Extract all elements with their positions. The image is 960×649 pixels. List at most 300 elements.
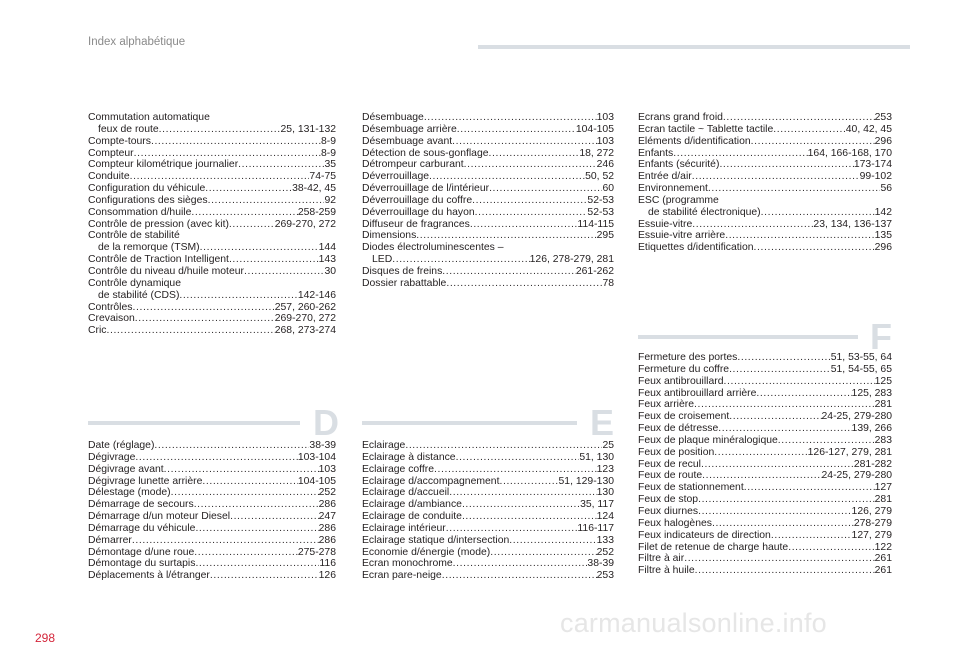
index-entry-pages: 253 xyxy=(874,112,892,123)
index-entry-label: Démarrage de secours xyxy=(88,499,194,511)
index-entry-label: Fermeture du coffre xyxy=(638,363,730,375)
leader-dots xyxy=(729,411,821,423)
index-entry-label: Economie d/énergie (mode) xyxy=(362,546,491,558)
index-entry xyxy=(638,242,892,254)
index-entry-pages: 126 xyxy=(318,570,336,582)
index-entry-pages: 60 xyxy=(602,183,614,195)
index-entry xyxy=(638,159,892,171)
leader-dots xyxy=(135,313,275,325)
index-entry xyxy=(362,266,614,278)
index-entry xyxy=(638,565,892,577)
leader-dots xyxy=(490,547,596,559)
index-entry-pages: 296 xyxy=(874,135,892,147)
index-entry xyxy=(638,219,892,231)
leader-dots xyxy=(442,266,576,278)
leader-dots xyxy=(238,159,324,171)
index-entry xyxy=(88,124,336,136)
leader-dots xyxy=(701,459,854,471)
leader-dots xyxy=(200,242,319,254)
index-entry-pages: 103 xyxy=(318,463,336,475)
index-entry-label: Désembuage avant xyxy=(362,135,453,147)
index-entry-label: Dégivrage avant xyxy=(88,463,164,475)
page-header-title: Index alphabétique xyxy=(88,36,186,48)
leader-dots xyxy=(698,506,851,518)
index-entry-pages: 124 xyxy=(596,511,614,523)
index-entry-label: Contrôle de stabilité xyxy=(88,230,180,242)
index-entry-pages: 286 xyxy=(318,522,336,534)
index-entry-label: Crevaison xyxy=(88,313,135,325)
leader-dots xyxy=(392,254,529,266)
index-entry xyxy=(638,230,892,242)
leader-dots xyxy=(159,124,281,136)
index-entry-label: Contrôle de Traction Intelligent xyxy=(88,254,229,266)
index-entry-label: Ecran monochrome xyxy=(362,558,453,570)
index-entry xyxy=(362,464,614,476)
leader-dots xyxy=(509,535,596,547)
index-entry-pages: 252 xyxy=(318,487,336,499)
header-divider xyxy=(478,45,910,49)
index-entry xyxy=(362,547,614,559)
index-entry xyxy=(362,523,614,535)
index-entry-pages: 104-105 xyxy=(297,475,336,487)
index-entry-label: Eclairage coffre xyxy=(362,463,435,475)
index-entry-pages: 261-262 xyxy=(575,265,614,277)
index-entry-pages: 103 xyxy=(596,135,614,147)
index-entry-pages: 125, 283 xyxy=(851,387,892,399)
leader-dots xyxy=(164,464,319,476)
index-entry-pages: 92 xyxy=(324,194,336,206)
index-entry-pages: 38-42, 45 xyxy=(292,183,336,195)
index-entry-label: Déverrouillage de l/intérieur xyxy=(362,183,490,195)
index-entry-pages: 56 xyxy=(880,183,892,195)
index-column-c xyxy=(88,112,336,337)
index-entry xyxy=(88,159,336,171)
index-entry-pages: 173-174 xyxy=(853,159,892,171)
leader-dots xyxy=(452,136,597,148)
leader-dots xyxy=(457,124,576,136)
index-entry xyxy=(638,207,892,219)
index-entry-label: Enfants xyxy=(638,147,674,159)
index-entry xyxy=(362,511,614,523)
index-entry-label: Eclairage d/ambiance xyxy=(362,499,462,511)
leader-dots xyxy=(195,523,318,535)
leader-dots xyxy=(151,136,321,148)
index-entry-pages: 142 xyxy=(874,206,892,218)
index-entry-label: Feux diurnes xyxy=(638,505,699,517)
index-entry-label: Eclairage à distance xyxy=(362,451,456,463)
index-entry xyxy=(88,558,336,570)
index-entry-label: Enfants (sécurité) xyxy=(638,159,720,171)
index-entry-pages: 50, 52 xyxy=(585,171,614,183)
leader-dots xyxy=(718,423,851,435)
index-entry-label: Feux de détresse xyxy=(638,423,719,435)
leader-dots xyxy=(210,570,319,582)
leader-dots xyxy=(694,399,875,411)
index-entry-pages: 281-282 xyxy=(853,458,892,470)
leader-dots xyxy=(179,290,297,302)
leader-dots xyxy=(191,207,297,219)
index-entry xyxy=(638,148,892,160)
index-entry xyxy=(638,423,892,435)
index-entry-label: Eléments d/identification xyxy=(638,135,751,147)
index-entry-label: Délestage (mode) xyxy=(88,487,171,499)
index-entry xyxy=(88,523,336,535)
leader-dots xyxy=(719,159,853,171)
index-entry xyxy=(88,487,336,499)
index-entry-label: Démontage d/une roue xyxy=(88,546,195,558)
index-entry-label: Feux indicateurs de direction xyxy=(638,529,771,541)
index-entry xyxy=(638,518,892,530)
index-entry-pages: 35 xyxy=(324,159,336,171)
index-entry-label: Feux de position xyxy=(638,446,715,458)
index-entry xyxy=(88,535,336,547)
leader-dots xyxy=(205,183,292,195)
leader-dots xyxy=(202,476,298,488)
index-entry-pages: 126-127, 279, 281 xyxy=(807,446,892,458)
index-entry-label: Contrôle dynamique xyxy=(88,277,181,289)
leader-dots xyxy=(475,207,588,219)
index-entry-pages: 143 xyxy=(318,254,336,266)
index-entry xyxy=(638,136,892,148)
index-entry xyxy=(362,499,614,511)
index-entry xyxy=(88,499,336,511)
index-entry-pages: 127 xyxy=(874,482,892,494)
leader-dots xyxy=(470,219,578,231)
index-entry-label: de stabilité (CDS) xyxy=(98,289,180,301)
index-entry-pages: 261 xyxy=(874,553,892,565)
index-entry-label: Eclairage statique d/intersection xyxy=(362,534,510,546)
index-entry xyxy=(638,494,892,506)
index-entry xyxy=(362,440,614,452)
leader-dots xyxy=(788,542,874,554)
index-entry-label: Feux arrière xyxy=(638,399,695,411)
index-entry-label: Fermeture des portes xyxy=(638,352,738,363)
leader-dots xyxy=(737,352,830,364)
leader-dots xyxy=(446,523,578,535)
index-entry-pages: 8-9 xyxy=(320,147,336,159)
index-entry-pages: 252 xyxy=(596,546,614,558)
index-entry-pages: 74-75 xyxy=(309,171,336,183)
index-entry xyxy=(88,242,336,254)
index-entry xyxy=(638,435,892,447)
index-entry xyxy=(88,219,336,231)
index-entry-label: Commutation automatique xyxy=(88,112,210,123)
leader-dots xyxy=(229,219,275,231)
index-entry-pages: 123 xyxy=(596,463,614,475)
watermark: carmanualsonline.info xyxy=(560,608,827,638)
index-entry-label: Configuration du véhicule xyxy=(88,183,206,195)
index-entry-label: Eclairage de conduite xyxy=(362,511,462,523)
index-entry xyxy=(638,364,892,376)
index-block-f xyxy=(638,352,892,577)
index-entry-label: Feux antibrouillard xyxy=(638,375,724,387)
index-entry-pages: 25, 131-132 xyxy=(280,123,336,135)
index-block-e xyxy=(362,440,614,582)
index-entry-pages: 24-25, 279-280 xyxy=(821,470,892,482)
leader-dots xyxy=(723,112,875,124)
index-entry-label: Conduite xyxy=(88,171,130,183)
index-entry xyxy=(638,376,892,388)
index-entry xyxy=(88,171,336,183)
index-entry-label: Feux de route xyxy=(638,470,703,482)
index-entry xyxy=(362,452,614,464)
index-entry-pages: 246 xyxy=(596,159,614,171)
leader-dots xyxy=(194,547,298,559)
index-entry-label: ESC (programme xyxy=(638,194,719,206)
index-entry-label: Feux halogènes xyxy=(638,517,712,529)
index-entry-pages: 247 xyxy=(318,511,336,523)
index-entry-label: Environnement xyxy=(638,183,708,195)
index-entry xyxy=(88,570,336,582)
index-entry xyxy=(88,452,336,464)
index-entry xyxy=(362,535,614,547)
index-entry-label: LED xyxy=(372,254,393,266)
index-entry-pages: 139, 266 xyxy=(851,423,892,435)
leader-dots xyxy=(684,553,874,565)
leader-dots xyxy=(754,242,875,254)
index-entry xyxy=(88,254,336,266)
index-entry xyxy=(638,112,892,124)
index-entry-label: Dégivrage lunette arrière xyxy=(88,475,203,487)
index-entry-pages: 269-270, 272 xyxy=(274,313,336,325)
leader-dots xyxy=(695,565,875,577)
index-entry-label: Compteur kilométrique journalier xyxy=(88,159,239,171)
index-entry-label: Compte-tours xyxy=(88,135,151,147)
index-entry-pages: 283 xyxy=(874,434,892,446)
index-entry xyxy=(362,219,614,231)
index-entry xyxy=(362,570,614,582)
index-entry-pages: 125 xyxy=(874,375,892,387)
index-entry-label: de la remorque (TSM) xyxy=(98,242,200,254)
index-entry xyxy=(88,148,336,160)
letter-divider xyxy=(88,421,300,425)
index-entry-label: Cric xyxy=(88,325,107,337)
leader-dots xyxy=(405,440,602,452)
index-entry xyxy=(638,553,892,565)
index-entry-label: Feux de plaque minéralogique xyxy=(638,434,778,446)
leader-dots xyxy=(456,452,580,464)
index-entry-label: Démarrage d/un moteur Diesel xyxy=(88,511,231,523)
leader-dots xyxy=(416,230,596,242)
index-entry xyxy=(88,476,336,488)
index-entry-label: Démarrage du véhicule xyxy=(88,522,196,534)
leader-dots xyxy=(729,364,831,376)
index-entry-pages: 52-53 xyxy=(587,206,614,218)
index-entry-pages: 281 xyxy=(874,494,892,506)
index-entry xyxy=(88,464,336,476)
leader-dots xyxy=(499,476,558,488)
leader-dots xyxy=(429,171,585,183)
leader-dots xyxy=(132,535,319,547)
index-entry-pages: 103-104 xyxy=(297,451,336,463)
index-entry-pages: 114-115 xyxy=(577,218,614,230)
leader-dots xyxy=(725,230,874,242)
index-entry-label: Essuie-vitre xyxy=(638,218,693,230)
letter-heading-f xyxy=(638,316,892,357)
leader-dots xyxy=(434,464,597,476)
index-entry-pages: 133 xyxy=(596,534,614,546)
leader-dots xyxy=(194,499,319,511)
index-entry xyxy=(88,511,336,523)
index-entry-pages: 38-39 xyxy=(309,440,336,451)
index-entry-label: feux de route xyxy=(98,123,159,135)
index-entry-label: Ecran pare-neige xyxy=(362,570,442,582)
index-entry-label: Déplacements à l/étranger xyxy=(88,570,210,582)
index-entry-label: Désembuage arrière xyxy=(362,123,457,135)
index-entry xyxy=(362,278,614,290)
index-entry xyxy=(88,266,336,278)
index-entry-label: Feux de croisement xyxy=(638,411,730,423)
index-entry-pages: 275-278 xyxy=(297,546,336,558)
index-entry xyxy=(362,207,614,219)
index-entry xyxy=(88,183,336,195)
index-entry-pages: 99-102 xyxy=(859,171,892,183)
index-entry-label: Contrôle du niveau d/huile moteur xyxy=(88,265,244,277)
index-entry xyxy=(88,313,336,325)
index-entry xyxy=(362,148,614,160)
index-column-d-continued xyxy=(362,112,614,290)
leader-dots xyxy=(106,325,274,337)
index-entry-pages: 286 xyxy=(318,499,336,511)
leader-dots xyxy=(744,482,875,494)
index-entry-pages: 116 xyxy=(319,558,336,570)
index-entry-label: Date (réglage) xyxy=(88,440,155,451)
letter-divider xyxy=(638,335,858,339)
index-entry-label: Eclairage d/accompagnement xyxy=(362,475,500,487)
index-entry-label: Feux de stationnement xyxy=(638,482,744,494)
index-entry xyxy=(362,183,614,195)
leader-dots xyxy=(714,447,807,459)
index-entry xyxy=(638,470,892,482)
index-entry-pages: 278-279 xyxy=(853,517,892,529)
leader-dots xyxy=(761,207,875,219)
index-entry xyxy=(638,411,892,423)
leader-dots xyxy=(778,435,875,447)
index-entry-pages: 142-146 xyxy=(297,289,336,301)
index-entry-pages: 268, 273-274 xyxy=(274,325,336,337)
index-entry xyxy=(362,136,614,148)
leader-dots xyxy=(708,183,881,195)
leader-dots xyxy=(229,254,319,266)
leader-dots xyxy=(698,494,875,506)
index-entry-pages: 38-39 xyxy=(587,558,614,570)
index-entry xyxy=(638,459,892,471)
index-entry-label: Compteur xyxy=(88,147,134,159)
index-entry-pages: 127, 279 xyxy=(851,529,892,541)
index-entry-pages: 104-105 xyxy=(575,123,614,135)
index-entry xyxy=(88,325,336,337)
leader-dots xyxy=(132,302,274,314)
leader-dots xyxy=(723,376,874,388)
index-entry xyxy=(362,195,614,207)
index-entry xyxy=(638,171,892,183)
index-entry-label: Eclairage intérieur xyxy=(362,522,446,534)
index-entry-pages: 126, 279 xyxy=(851,505,892,517)
leader-dots xyxy=(464,159,597,171)
index-entry-label: Dimensions xyxy=(362,230,417,242)
leader-dots xyxy=(489,183,602,195)
index-entry xyxy=(638,542,892,554)
index-entry xyxy=(638,124,892,136)
index-entry-label: Démarrer xyxy=(88,534,132,546)
leader-dots xyxy=(692,219,813,231)
index-entry-pages: 116-117 xyxy=(577,522,614,534)
index-column-e-continued xyxy=(638,112,892,254)
leader-dots xyxy=(462,499,580,511)
index-entry-label: Filet de retenue de charge haute xyxy=(638,541,789,553)
letter-d: D xyxy=(313,402,339,443)
index-entry-label: Disques de freins xyxy=(362,265,443,277)
index-entry-pages: 122 xyxy=(874,541,892,553)
letter-heading-d xyxy=(88,402,339,443)
index-entry-pages: 51, 53-55, 64 xyxy=(830,352,892,363)
index-entry-pages: 135 xyxy=(874,230,892,242)
index-entry-label: Feux antibrouillard arrière xyxy=(638,387,757,399)
index-entry-label: Détection de sous-gonflage xyxy=(362,147,489,159)
leader-dots xyxy=(135,452,297,464)
index-entry xyxy=(362,171,614,183)
index-entry-label: Eclairage xyxy=(362,440,406,451)
index-entry xyxy=(638,482,892,494)
index-entry-pages: 253 xyxy=(596,570,614,582)
leader-dots xyxy=(171,487,319,499)
index-entry xyxy=(638,399,892,411)
index-entry-pages: 30 xyxy=(324,265,336,277)
index-entry xyxy=(362,558,614,570)
leader-dots xyxy=(472,195,587,207)
leader-dots xyxy=(773,124,846,136)
index-entry-label: Détrompeur carburant xyxy=(362,159,464,171)
index-entry xyxy=(362,230,614,242)
index-entry-label: Diodes électroluminescentes – xyxy=(362,242,504,254)
index-entry-label: Consommation d/huile xyxy=(88,206,192,218)
index-entry-pages: 130 xyxy=(596,487,614,499)
index-entry xyxy=(88,195,336,207)
index-entry-label: Filtre à air xyxy=(638,553,685,565)
index-entry-label: Ecrans grand froid xyxy=(638,112,723,123)
index-entry xyxy=(362,487,614,499)
index-entry xyxy=(362,112,614,124)
leader-dots xyxy=(230,511,319,523)
index-entry-pages: 18, 272 xyxy=(579,147,614,159)
index-entry-pages: 258-259 xyxy=(297,206,336,218)
letter-heading-e xyxy=(362,402,615,443)
leader-dots xyxy=(424,112,597,124)
index-entry xyxy=(638,530,892,542)
leader-dots xyxy=(453,558,588,570)
letter-f: F xyxy=(870,316,892,357)
leader-dots xyxy=(756,388,851,400)
index-entry-label: Eclairage d/accueil xyxy=(362,487,450,499)
index-entry-pages: 35, 117 xyxy=(580,499,614,511)
index-entry-label: Déverrouillage du coffre xyxy=(362,194,473,206)
leader-dots xyxy=(771,530,852,542)
index-entry-label: Entrée d/air xyxy=(638,171,692,183)
index-entry-pages: 51, 130 xyxy=(579,451,614,463)
index-entry-label: Contrôle de pression (avec kit) xyxy=(88,218,229,230)
leader-dots xyxy=(208,195,325,207)
index-entry-pages: 51, 54-55, 65 xyxy=(830,363,892,375)
index-entry-pages: 296 xyxy=(874,242,892,254)
index-entry-pages: 103 xyxy=(596,112,614,123)
index-entry-pages: 23, 134, 136-137 xyxy=(813,218,892,230)
index-entry-label: Feux de stop xyxy=(638,494,699,506)
index-entry-label: Filtre à huile xyxy=(638,565,695,577)
index-entry-pages: 25 xyxy=(602,440,614,451)
index-entry-label: Contrôles xyxy=(88,301,133,313)
index-block-d xyxy=(88,440,336,582)
index-entry-label: Démontage du surtapis xyxy=(88,558,196,570)
